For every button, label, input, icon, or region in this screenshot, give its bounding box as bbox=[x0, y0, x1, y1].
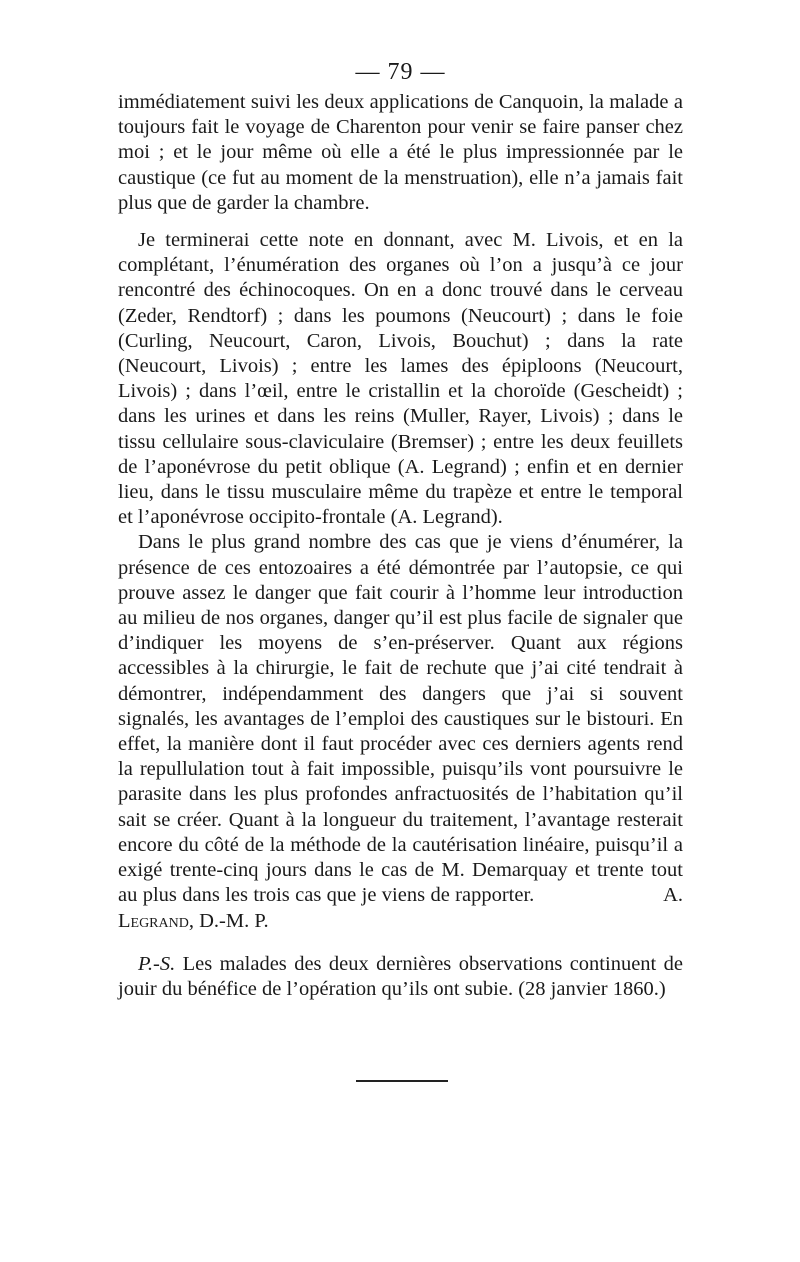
paragraph-organ-list: Je terminerai cette note en donnant, avec M. Livois, et en la complétant, l’énumération des organes où l’on a jusqu’à ce jour rencontré des échinocoques. On en a donc trouvé dans le cerveau (Zeder, Rendtorf) ; dans les poumons (Neucourt) ; dans le foie (Curling, Neucourt, Caron, Livois, Bouchut) ; dans la rate (Neucourt, Livois) ; entre les lames des épiploons (Neucourt, Livois) ; dans l’œil, entre le cristallin et la choroïde (Gescheidt) ; dans les urines et dans les reins (Muller, Rayer, Livois) ; dans le tissu cellulaire sous-claviculaire (Bremser) ; entre les deux feuillets de l’aponévrose du petit oblique (A. Legrand) ; enfin et en dernier lieu, dans le tissu musculaire même du trapèze et entre le temporal et l’aponévrose occipito-frontale (A. Legrand). bbox=[118, 229, 683, 529]
paragraph-continuation: immédiatement suivi les deux applications de Canquoin, la malade a toujours fait le voyage de Charenton pour venir se faire panser chez moi ; et le jour même où elle a été le plus impressionnée par le caustique (ce fut au moment de la menstruation), elle n’a jamais fait plus que de garder la chambre. bbox=[118, 91, 683, 214]
conclusion-text: Dans le plus grand nombre des cas que je viens d’énumérer, la présence de ces entozoaires a été démontrée par l’autopsie, ce qui prouve assez le danger que fait courir à l’homme leur introduction au milieu de nos organes, danger qu’il est plus facile de signaler que d’indiquer les moyens de s’en-préserver. Quant aux régions accessibles à la chirurgie, le fait de rechute que j’ai cité tendrait à démontrer, indépendamment des dangers que j’ai si souvent signalés, les avantages de l’emploi des caustiques sur le bistouri. En effet, la manière dont il faut procéder avec ces derniers agents rend la repullulation tout à fait impossible, puisqu’ils vont poursuivre le parasite dans les plus profondes anfractuosités de l’habitation qu’il sait se créer. Quant à la longueur du traitement, l’avantage resterait encore du côté de la méthode de la cautérisation linéaire, puisqu’il a exigé trente-cinq jours dans le cas de M. Demarquay et trente tout au plus dans les trois cas que je viens de rapporter. bbox=[118, 531, 683, 907]
postscript-text: Les malades des deux dernières observations continuent de jouir du bénéfice de l’opération qu’ils ont subie. (28 janvier 1860.) bbox=[118, 952, 683, 1000]
page-body bbox=[118, 58, 683, 1002]
author-signature: A. Legrand, D.-M. P. bbox=[118, 884, 684, 932]
end-rule bbox=[356, 1080, 448, 1082]
page-number: — 79 — bbox=[355, 59, 446, 85]
paragraph-postscript bbox=[118, 952, 683, 1002]
postscript-label: P.-S. bbox=[138, 952, 176, 975]
paragraph-conclusion bbox=[118, 530, 683, 933]
